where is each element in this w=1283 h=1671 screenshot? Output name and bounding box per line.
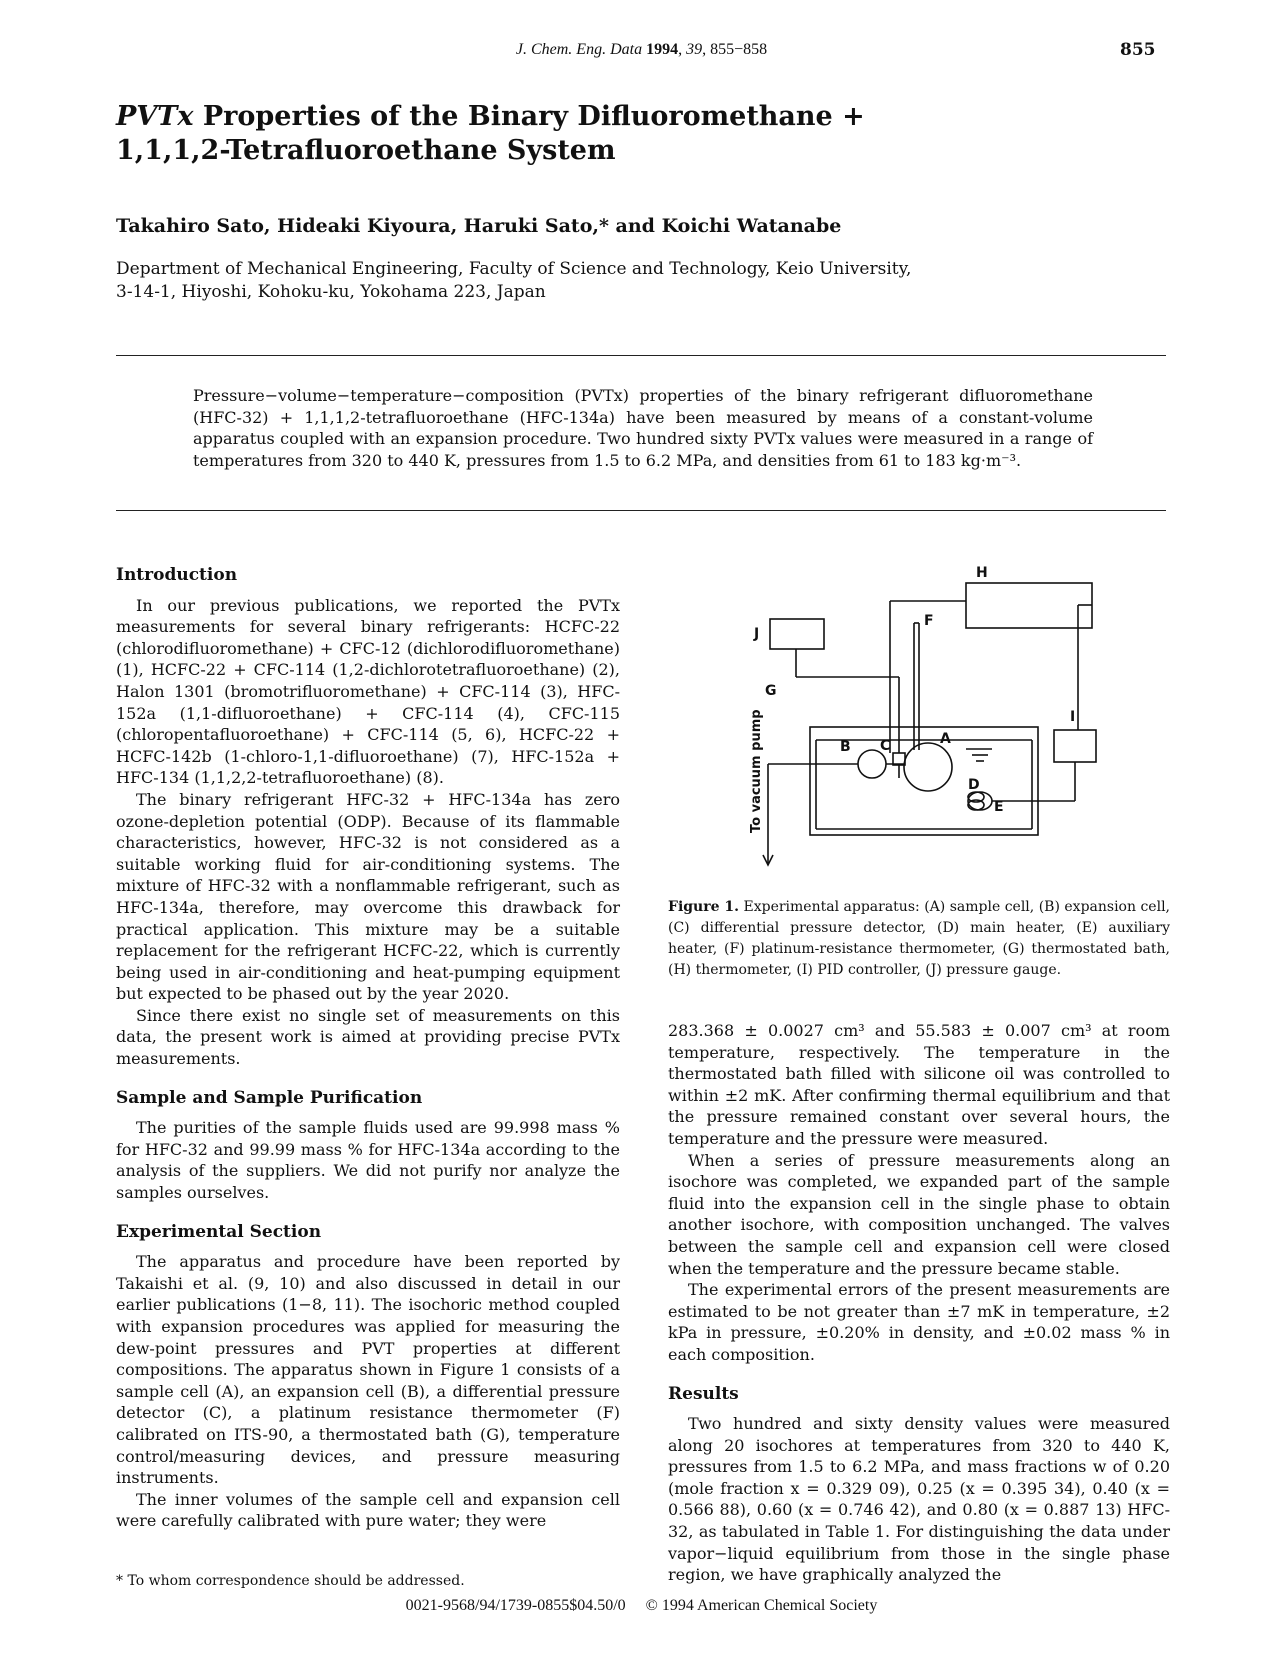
label-j: J [754,626,760,642]
sample-paragraph-1: The purities of the sample fluids used are 99.998 mass % for HFC-32 and 99.99 mass % for HFC-134a according to the analysis of the suppliers. We did not purify nor analyze the samples ourselves. [116,1118,620,1203]
figure-caption [668,897,1170,981]
section-heading-results: Results [668,1383,739,1404]
intro-paragraph-3: Since there exist no single set of measurements on this data, the present work is aimed at providing precise PVTx measurements. [116,1005,620,1069]
affiliation-line2: 3-14-1, Hiyoshi, Kohoku-ku, Yokohama 223, Japan [116,282,546,302]
label-b: B [840,739,851,755]
label-vacuum-pump: To vacuum pump [749,709,764,833]
figure-caption-label: Figure 1. [668,899,740,915]
affiliation [116,258,1166,304]
experimental-right-paragraph-2: When a series of pressure measurements along an isochore was completed, we expanded part of the sample fluid into the expansion cell in the single phase to obtain another isochore, with composition unchanged. The valves between the sample cell and expansion cell were closed when the temperature and the pressure became stable. [668,1150,1170,1278]
pid-controller-box [1054,730,1096,762]
intro-paragraph-2: The binary refrigerant HFC-32 + HFC-134a has zero ozone-depletion potential (ODP). Because of its flammable characteristics, however, HFC-32 is not considered as a suitable working fluid for air-conditioning systems. The mixture of HFC-32 with a nonflammable refrigerant, such as HFC-134a, therefore, may overcome this drawback for practical application. This mixture may be a suitable replacement for the refrigerant HCFC-22, which is currently being used in air-conditioning and heat-pumping equipment but expected to be phased out by the year 2020. [116,789,620,1004]
abstract-bottom-rule [116,510,1166,511]
footer-copyright: © 1994 American Chemical Society [645,1597,878,1614]
label-e: E [994,799,1004,815]
title-line2: 1,1,1,2-Tetrafluoroethane System [116,135,616,166]
page-footer [0,1597,1283,1615]
label-g: G [765,683,777,699]
experimental-right-paragraph-1: 283.368 ± 0.0027 cm³ and 55.583 ± 0.007 cm³ at room temperature, respectively. The temperature in the thermostated bath filled with silicone oil was controlled to within ±2 mK. After confirming thermal equilibrium and that the pressure remained constant over several hours, the temperature and the pressure were measured. [668,1021,1170,1148]
journal-volume: 39 [686,41,703,58]
left-column [116,565,620,1532]
right-column [668,1020,1170,1586]
experimental-paragraph-1: The apparatus and procedure have been reported by Takaishi et al. (9, 10) and also discussed in detail in our earlier publications (1−8, 11). The isochoric method coupled with expansion procedures was applied for measuring the dew-point pressures and PVT properties at different compositions. The apparatus shown in Figure 1 consists of a sample cell (A), an expansion cell (B), a differential pressure detector (C), a platinum resistance thermometer (F) calibrated on ITS-90, a thermostated bath (G), temperature control/measuring devices, and pressure measuring instruments. [116,1252,620,1488]
paper-title [116,100,1166,168]
title-italic: PVTx [116,101,194,132]
affiliation-line1: Department of Mechanical Engineering, Faculty of Science and Technology, Keio University, [116,259,912,279]
section-heading-sample: Sample and Sample Purification [116,1087,423,1108]
abstract: Pressure−volume−temperature−composition (PVTx) properties of the binary refrigerant difluoromethane (HFC-32) + 1,1,1,2-tetrafluoroethane (HFC-134a) have been measured by means of a constant-volume apparatus coupled with an expansion procedure. Two hundred sixty PVTx values were measured in a range of temperatures from 320 to 440 K, pressures from 1.5 to 6.2 MPa, and densities from 61 to 183 kg·m⁻³. [193,386,1093,471]
section-heading-introduction: Introduction [116,565,238,585]
label-h: H [976,565,988,581]
figure-caption-text: Experimental apparatus: (A) sample cell, (B) expansion cell, (C) differential pressure detector, (D) main heater, (E) auxiliary heater, (F) platinum-resistance thermometer, (G) thermostated bath, (H) thermometer, (I) PID controller, (J) pressure gauge. [668,899,1170,978]
abstract-top-rule [116,355,1166,356]
footnote: * To whom correspondence should be addressed. [116,1573,465,1589]
journal-pages: 855−858 [710,41,768,58]
page-number: 855 [1120,40,1156,60]
sample-cell-circle [904,743,952,791]
label-c: C [880,738,891,754]
label-a: A [940,731,951,747]
label-d: D [968,777,980,793]
pressure-gauge-box [770,619,824,649]
figure-1-apparatus [740,565,1180,895]
results-paragraph-1: Two hundred and sixty density values were measured along 20 isochores at temperatures from 320 to 440 K, pressures from 1.5 to 6.2 MPa, and mass fractions w of 0.20 (mole fraction x = 0.329 09), 0.25 (x = 0.395 34), 0.40 (x = 0.566 88), 0.60 (x = 0.746 42), and 0.80 (x = 0.887 13) HFC-32, as tabulated in Table 1. For distinguishing the data under vapor−liquid equilibrium from those in the single phase region, we have graphically analyzed the [668,1414,1170,1585]
label-i: I [1070,709,1076,725]
experimental-paragraph-2: The inner volumes of the sample cell and expansion cell were carefully calibrated with pure water; they were [116,1489,620,1531]
journal-year: 1994 [646,41,679,58]
expansion-cell-circle [858,750,886,778]
label-f: F [924,613,934,629]
title-line1: Properties of the Binary Difluoromethane + [193,101,865,132]
authors: Takahiro Sato, Hideaki Kiyoura, Haruki Sato,* and Koichi Watanabe [116,215,842,237]
section-heading-experimental: Experimental Section [116,1221,322,1242]
journal-citation: J. Chem. Eng. Data 1994, 39, 855−858 [515,41,768,58]
thermometer-box [966,583,1092,628]
experimental-right-paragraph-3: The experimental errors of the present measurements are estimated to be not greater than ±7 mK in temperature, ±2 kPa in pressure, ±0.20% in density, and ±0.02 mass % in each composition. [668,1280,1170,1364]
footer-code: 0021-9568/94/1739-0855$04.50/0 [405,1597,626,1614]
journal-name: J. Chem. Eng. Data [515,41,643,58]
intro-paragraph-1: In our previous publications, we reported the PVTx measurements for several binary refrigerants: HCFC-22 (chlorodifluoromethane) + CFC-12 (dichlorodifluoromethane) (1), HCFC-22 + CFC-114 (1,2-dichlorotetrafluoroethane) (2), Halon 1301 (bromotrifluoromethane) + CFC-114 (3), HFC-152a (1,1-difluoroethane) + CFC-114 (4), CFC-115 (chloropentafluoroethane) + CFC-114 (5, 6), HCFC-22 + HCFC-142b (1-chloro-1,1-difluoroethane) (7), HFC-152a + HFC-134 (1,1,2,2-tetrafluoroethane) (8). [116,595,620,788]
